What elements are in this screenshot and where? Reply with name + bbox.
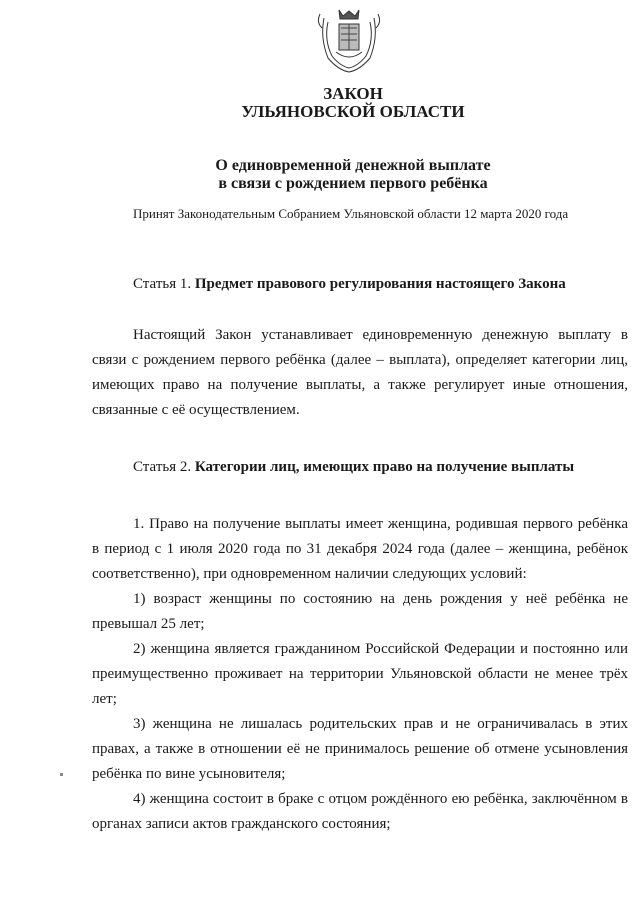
article-2-heading <box>133 459 574 476</box>
condition-3: 3) женщина не лишалась родительских прав и не ограничивалась в этих правах, а также в отношении её не принималось решение об отмене усыновления ребёнка по вине усыновителя; <box>92 716 628 782</box>
condition-1: 1) возраст женщины по состоянию на день рождения у неё ребёнка не превышал 25 лет; <box>92 591 628 632</box>
article-1-number: Статья 1. <box>133 276 192 292</box>
law-title-line2: в связи с рождением первого ребёнка <box>218 175 488 192</box>
article-1-text <box>92 323 628 423</box>
article-1-heading <box>133 276 566 293</box>
law-label: ЗАКОН <box>323 84 383 103</box>
condition-4: 4) женщина состоит в браке с отцом рождённого ею ребёнка, заключённом в органах записи актов гражданского состояния; <box>92 791 628 832</box>
coat-of-arms-icon <box>314 8 384 74</box>
margin-mark <box>60 773 63 776</box>
law-title-line1: О единовременной денежной выплате <box>215 157 491 174</box>
article-1-paragraph: Настоящий Закон устанавливает единовременную денежную выплату в связи с рождением первого ребёнка (далее – выплата), определяет категории лиц, имеющих право на получение выплаты, а также регулирует иные отношения, связанные с её осуществлением. <box>92 327 628 418</box>
article-2-number: Статья 2. <box>133 459 192 475</box>
region-label: УЛЬЯНОВСКОЙ ОБЛАСТИ <box>241 102 465 121</box>
article-2-title: Категории лиц, имеющих право на получение выплаты <box>194 459 575 475</box>
adoption-note: Принят Законодательным Собранием Ульяновской области 12 марта 2020 года <box>133 206 569 221</box>
article-2-text <box>92 512 628 837</box>
article-1-title: Предмет правового регулирования настоящего Закона <box>194 276 566 292</box>
condition-2: 2) женщина является гражданином Российской Федерации и постоянно или преимущественно проживает на территории Ульяновской области не менее трёх лет; <box>92 641 628 707</box>
article-2-paragraph-1: 1. Право на получение выплаты имеет женщина, родившая первого ребёнка в период с 1 июля 2020 года по 31 декабря 2024 года (далее – женщина, ребёнок соответственно), при одновременном наличии следующих условий: <box>92 516 628 582</box>
